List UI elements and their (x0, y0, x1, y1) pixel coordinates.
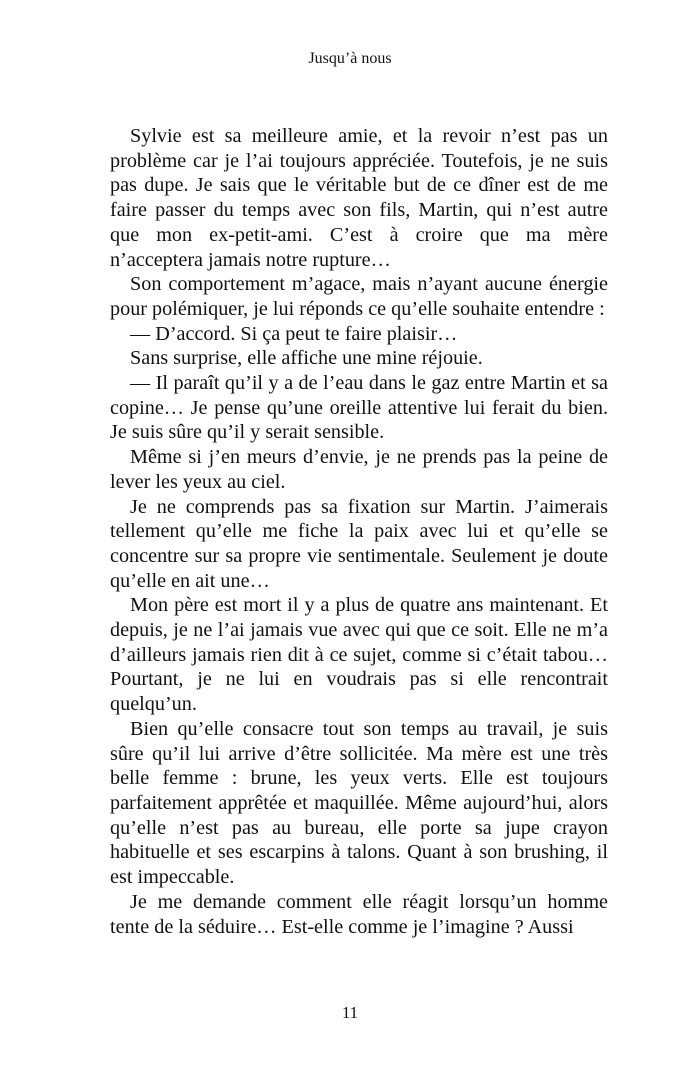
dialogue-line: — Il paraît qu’il y a de l’eau dans le gaz entre Martin et sa copine… Je pense qu’une oreille attentive lui ferait du bien. Je suis sûre qu’il y serait sensible. (110, 372, 608, 444)
paragraph: Je ne comprends pas sa fixation sur Martin. J’aimerais tellement qu’elle me fiche la paix avec lui et qu’elle se concentre sur sa propre vie sentimentale. Seulement je doute qu’elle en ait une… (110, 495, 608, 592)
paragraph: Mon père est mort il y a plus de quatre ans maintenant. Et depuis, je ne l’ai jamais vue avec qui que ce soit. Elle ne m’a d’ailleurs jamais rien dit à ce sujet, comme si c’était tabou… Pourtant, je ne lui en voudrais pas si elle rencontrait quelqu’un. (110, 594, 608, 716)
paragraph: Bien qu’elle consacre tout son temps au travail, je suis sûre qu’il lui arrive d’être sollicitée. Ma mère est une très belle femme : brune, les yeux verts. Elle est toujours parfaitement apprêtée et maquillée. Même aujourd’hui, alors qu’elle n’est pas au bureau, elle porte sa jupe crayon habituelle et ses escarpins à talons. Quant à son brushing, il est impeccable. (110, 717, 608, 889)
page-number: 11 (341, 1003, 359, 1022)
paragraph: Son comportement m’agace, mais n’ayant aucune énergie pour polémiquer, je lui réponds ce qu’elle souhaite entendre : (110, 273, 608, 320)
body-text (110, 124, 608, 939)
paragraph: Sans surprise, elle affiche une mine réjouie. (130, 347, 483, 370)
running-title: Jusqu’à nous (308, 50, 392, 67)
dialogue-line: — D’accord. Si ça peut te faire plaisir… (130, 322, 458, 345)
paragraph: Même si j’en meurs d’envie, je ne prends pas la peine de lever les yeux au ciel. (110, 446, 608, 493)
paragraph: Sylvie est sa meilleure amie, et la revoir n’est pas un problème car je l’ai toujours appréciée. Toutefois, je ne suis pas dupe. Je sais que le véritable but de ce dîner est de me faire passer du temps avec son fils, Martin, qui n’est autre que mon ex-petit-ami. C’est à croire que ma mère n’acceptera jamais notre rupture… (110, 125, 608, 271)
paragraph: Je me demande comment elle réagit lorsqu’un homme tente de la séduire… Est-elle comme je l’imagine ? Aussi (110, 890, 608, 938)
